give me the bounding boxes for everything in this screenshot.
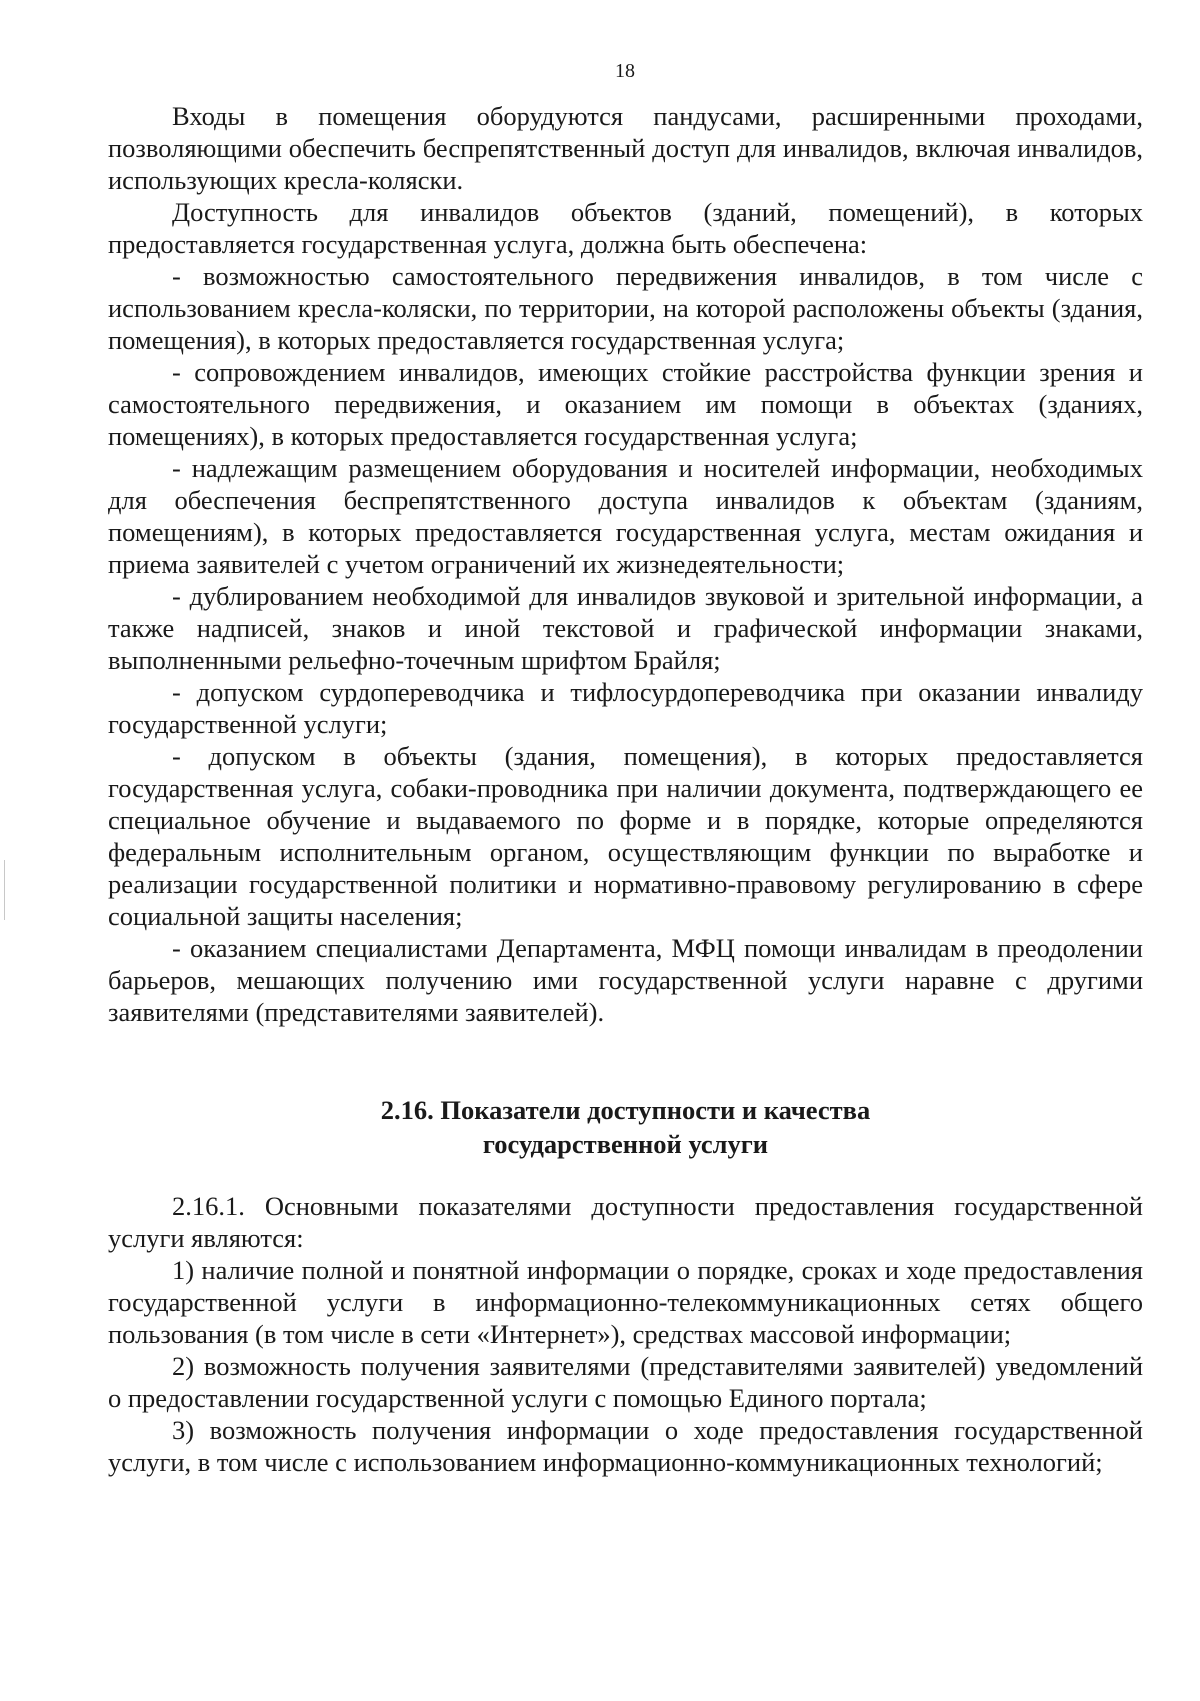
indicator-item-2: 2) возможность получения заявителями (представителями заявителей) уведомлений о предоставлении государственной услуги с помощью Единого портала; <box>108 1351 1143 1413</box>
list-item-braille-duplication: - дублированием необходимой для инвалидов звуковой и зрительной информации, а также надписей, знаков и иной текстовой и графической информации знаками, выполненными рельефно-точечным шрифтом Брайля; <box>108 581 1143 675</box>
paragraph-entrances: Входы в помещения оборудуются пандусами, расширенными проходами, позволяющими обеспечить беспрепятственный доступ для инвалидов, включая инвалидов, использующих кресла-коляски. <box>108 101 1143 195</box>
list-item-guide-dog: - допуском в объекты (здания, помещения), в которых предоставляется государственная услуга, собаки-проводника при наличии документа, подтверждающего ее специальное обучение и выдаваемого по форме и в порядке, которые определяются федеральным исполнительным органом, осуществляющим функции по выработке и реализации государственной политики и нормативно-правовому регулированию в сфере социальной защиты населения; <box>108 741 1143 931</box>
list-item-movement: - возможностью самостоятельного передвижения инвалидов, в том числе с использованием кресла-коляски, по территории, на которой расположены объекты (здания, помещения), в которых предоставляется государственная услуга; <box>108 261 1143 355</box>
accessibility-requirements-text <box>108 100 1143 1028</box>
indicator-item-3: 3) возможность получения информации о ходе предоставления государственной услуги, в том числе с использованием информационно-коммуникационных технологий; <box>108 1415 1143 1477</box>
list-item-escort: - сопровождением инвалидов, имеющих стойкие расстройства функции зрения и самостоятельного передвижения, и оказанием им помощи в объектах (зданиях, помещениях), в которых предоставляется государственная услуга; <box>108 357 1143 451</box>
paragraph-accessibility-intro: Доступность для инвалидов объектов (зданий, помещений), в которых предоставляется государственная услуга, должна быть обеспечена: <box>108 197 1143 259</box>
list-item-staff-assistance: - оказанием специалистами Департамента, МФЦ помощи инвалидам в преодолении барьеров, мешающих получению ими государственной услуги наравне с другими заявителями (представителями заявителей). <box>108 933 1143 1027</box>
page-number: 18 <box>615 60 635 82</box>
indicator-item-1: 1) наличие полной и понятной информации о порядке, сроках и ходе предоставления государственной услуги в информационно-телекоммуникационных сетях общего пользования (в том числе в сети «Интернет»), средствах массовой информации; <box>108 1255 1143 1349</box>
accessibility-indicators-text <box>108 1190 1143 1478</box>
paragraph-2-16-1: 2.16.1. Основными показателями доступности предоставления государственной услуги являются: <box>108 1191 1143 1253</box>
list-item-sign-interpreter: - допуском сурдопереводчика и тифлосурдопереводчика при оказании инвалиду государственной услуги; <box>108 677 1143 739</box>
section-heading-line-2: государственной услуги <box>482 1129 769 1159</box>
section-heading <box>108 1093 1143 1161</box>
list-item-equipment-placement: - надлежащим размещением оборудования и носителей информации, необходимых для обеспечения беспрепятственного доступа инвалидов к объектам (зданиям, помещениям), в которых предоставляется государственная услуга, местам ожидания и приема заявителей с учетом ограничений их жизнедеятельности; <box>108 453 1143 579</box>
section-heading-line-1: 2.16. Показатели доступности и качества <box>380 1095 871 1125</box>
scan-edge-mark <box>4 860 5 920</box>
